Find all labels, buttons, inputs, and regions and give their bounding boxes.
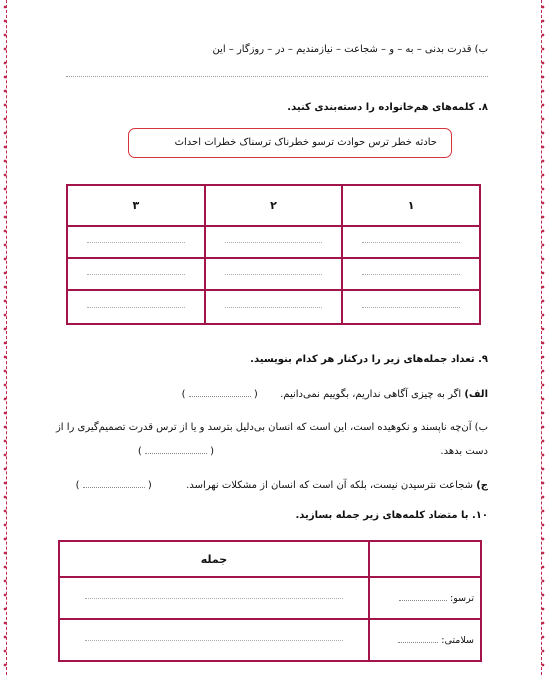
word-box [128,128,452,158]
question-9-title: ۹. تعداد جمله‌های زیر را درکنار هر کدام بنویسید. [250,354,488,365]
word-list: حادثه خطر ترس حوادث ترسو خطرناک ترسناک خطرات احداث [174,137,437,148]
answer-line [66,76,488,77]
paren-close: ) [181,389,186,400]
sentence-be-cont [138,445,488,457]
sentence-text: اگر به چیزی آگاهی نداریم، بگوییم نمی‌دانیم. [280,389,462,400]
answer-blank[interactable] [83,479,145,488]
paren-close: ) [75,480,80,491]
word-cell [369,577,481,619]
col-header-3: ۳ [67,185,205,226]
paren-open: ( [210,446,215,457]
item-label: ج) [476,480,488,491]
paren-open: ( [147,480,152,491]
answer-cell[interactable] [205,290,343,324]
question-8-title: ۸. کلمه‌های هم‌خانواده را دسته‌بندی کنید. [287,102,488,113]
word-cell [369,619,481,661]
answer-cell[interactable] [205,226,343,258]
answer-cell[interactable] [67,258,205,290]
answer-cell[interactable] [67,226,205,258]
sentence-be: ب) آن‌چه ناپسند و نکوهیده است، این است که انسان بی‌دلیل بترسد و یا از ترس قدرت تصمیم‌گیری را از [55,422,488,433]
answer-cell[interactable] [342,258,480,290]
word-label: ترسو: [450,593,474,604]
answer-blank[interactable] [189,388,251,397]
sentence-b: ب) قدرت بدنی – به – و – شجاعت – نیازمندیم – در – روزگار – این [212,44,488,55]
sentence-text: دست بدهد. [440,446,488,457]
col-header-1: ۱ [342,185,480,226]
word-label: سلامتی: [441,635,474,646]
sentence-cell[interactable] [59,577,369,619]
sentence-table [58,540,482,662]
col-header-sentence: جمله [59,541,369,577]
question-10-title: ۱۰. با متضاد کلمه‌های زیر جمله بسازید. [295,510,488,521]
col-header-2: ۲ [205,185,343,226]
paren-close: ) [137,446,142,457]
answer-cell[interactable] [342,290,480,324]
answer-blank[interactable] [145,445,207,454]
sentence-cell[interactable] [59,619,369,661]
answer-cell[interactable] [205,258,343,290]
sentence-jim [76,479,488,491]
answer-blank[interactable] [399,592,447,601]
grouping-table [66,184,481,325]
paren-open: ( [253,389,258,400]
item-label: الف) [464,389,488,400]
answer-cell[interactable] [67,290,205,324]
answer-cell[interactable] [342,226,480,258]
blank-header-cell [369,541,481,577]
sentence-alef [182,388,488,400]
sentence-text: شجاعت نترسیدن نیست، بلکه آن است که انسان از مشکلات نهراسد. [186,480,474,491]
answer-blank[interactable] [398,634,438,643]
